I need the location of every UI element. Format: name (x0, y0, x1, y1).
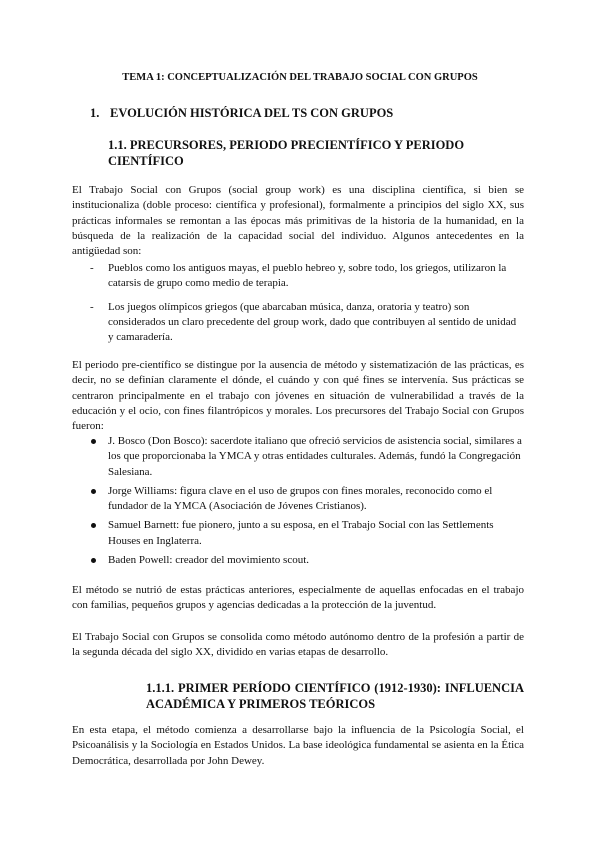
document-title: TEMA 1: CONCEPTUALIZACIÓN DEL TRABAJO SOCIAL CON GRUPOS (122, 72, 478, 83)
list-item-text: Samuel Barnett: fue pionero, junto a su esposa, en el Trabajo Social con las Settlements Houses en Inglaterra. (108, 519, 494, 547)
paragraph-consolidacion: El Trabajo Social con Grupos se consolida como método autónomo dentro de la profesión a partir de la segunda década del siglo XX, dividido en varias etapas de desarrollo. (72, 631, 524, 659)
bullet-icon (91, 558, 96, 563)
list-item (90, 518, 524, 549)
bullet-icon (91, 439, 96, 444)
list-item (90, 434, 524, 480)
dash-marker: - (90, 300, 94, 313)
paragraph-metodo: El método se nutrió de estas prácticas anteriores, especialmente de aquellas enfocadas en el trabajo con familias, pequeños grupos y agencias dedicadas a la protección de la juventud. (72, 584, 524, 612)
section-number: 1. (90, 106, 100, 120)
paragraph-precientifico: El periodo pre-científico se distingue por la ausencia de método y sistematización de las prácticas, es decir, no se definían claramente el dónde, el cuándo y con qué fines se intervenía. Sus prácticas se centraron principalmente en el trabajo con jóvenes en situación de vulnerabilidad a través de la educación y el ocio, con fines filantrópicos y morales. Los precursores del Trabajo Social con Grupos fueron: (72, 359, 524, 433)
bullet-icon (91, 523, 96, 528)
section-heading-1-1-1: 1.1.1. PRIMER PERÍODO CIENTÍFICO (1912-1930): INFLUENCIA ACADÉMICA Y PRIMEROS TEÓRICOS (146, 681, 524, 711)
antecedentes-list (90, 261, 524, 345)
list-item-text: J. Bosco (Don Bosco): sacerdote italiano que ofreció servicios de asistencia social, similares a los que proporcionaba la YMCA y otras entidades culturales. Además, fundó la Congregación Salesiana. (108, 435, 522, 478)
list-item-text: Pueblos como los antiguos mayas, el pueblo hebreo y, sobre todo, los griegos, utilizaron la catarsis de grupo como medio de terapia. (108, 262, 507, 290)
section-heading-1-1: 1.1. PRECURSORES, PERIODO PRECIENTÍFICO Y PERIODO CIENTÍFICO (108, 138, 465, 168)
list-item (90, 261, 524, 292)
section-heading-1 (90, 106, 393, 121)
list-item (90, 300, 524, 346)
precursores-list (90, 434, 524, 568)
paragraph-etapa: En esta etapa, el método comienza a desarrollarse bajo la influencia de la Psicología Social, el Psicoanálisis y la Sociología en Estados Unidos. La base ideológica fundamental se asienta en la Ética Democrática, desarrollada por John Dewey. (72, 724, 524, 767)
list-item (90, 484, 524, 515)
list-item (90, 553, 524, 568)
paragraph-intro: El Trabajo Social con Grupos (social group work) es una disciplina científica, si bien se institucionaliza (doble proceso: científica y profesional), formalmente a principios del siglo XX, sus prácticas informales se remontan a las épocas más primitivas de la historia de la humanidad, en la búsqueda de la realización de la capacidad social del individuo. Algunos antecedentes en la antigüedad son: (72, 184, 524, 258)
list-item-text: Los juegos olímpicos griegos (que abarcaban música, danza, oratoria y teatro) son considerados un claro precedente del group work, dado que contribuyen al sentido de unidad y camaradería. (108, 300, 517, 344)
list-item-text: Baden Powell: creador del movimiento scout. (108, 554, 310, 567)
bullet-icon (91, 489, 96, 494)
list-item-text: Jorge Williams: figura clave en el uso de grupos con fines morales, reconocido como el fundador de la YMCA (Asociación de Jóvenes Cristianos). (108, 484, 493, 513)
section-title: EVOLUCIÓN HISTÓRICA DEL TS CON GRUPOS (110, 106, 394, 120)
dash-marker: - (90, 262, 94, 274)
